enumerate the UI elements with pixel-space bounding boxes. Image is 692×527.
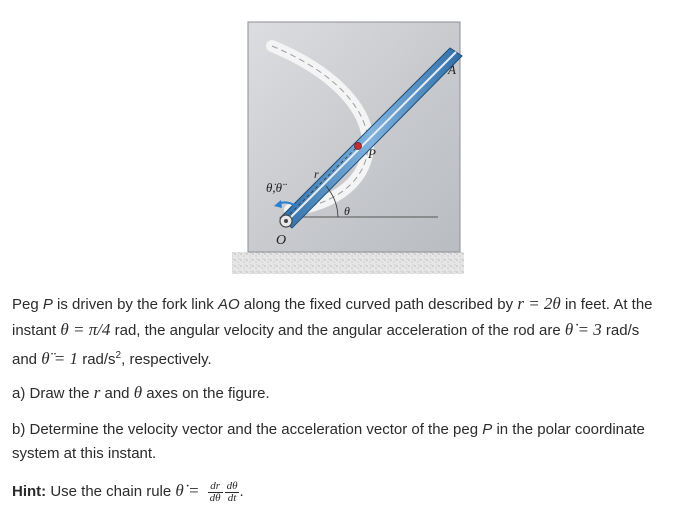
- equation-theta-dot: θ̇ = 3: [564, 320, 602, 339]
- part-b-line-2: system at this instant.: [12, 445, 157, 462]
- part-a: a) Draw the r and θ axes on the figure.: [12, 383, 270, 402]
- equation-theta-ddot: θ̈ = 1: [41, 349, 79, 368]
- fraction-dtheta-dt: $\frac{d\theta}{dt}$: [226, 479, 238, 504]
- hint-lhs: θ̇ =: [175, 481, 200, 500]
- label-theta-rates: θ̇,θ̈: [266, 180, 283, 195]
- label-theta: θ: [344, 204, 350, 218]
- equation-theta: θ = π/4: [60, 320, 111, 339]
- hint-label: Hint:: [12, 483, 47, 500]
- problem-line-3: and θ̈ = 1 rad/$s^2$, respectively.: [12, 349, 212, 368]
- hint: Hint: Use the chain rule θ̇ = $\frac{dr}{d\theta}$ $\frac{d\theta}{dt}$ .: [12, 479, 244, 504]
- ground-base: [232, 252, 464, 274]
- peg-P: [355, 143, 362, 150]
- part-b-line-1: b) Determine the velocity vector and the acceleration vector of the peg P in the polar coordinate: [12, 421, 645, 438]
- problem-line-1: Peg P is driven by the fork link AO along the fixed curved path described by r = 2θ in feet. At the: [12, 294, 653, 313]
- problem-line-2: instant θ = π/4 rad, the angular velocity and the angular acceleration of the rod are θ̇ = 3 rad/s: [12, 320, 640, 339]
- label-A: A: [448, 62, 456, 77]
- equation-r: r = 2θ: [517, 294, 561, 313]
- label-r: r: [314, 167, 319, 181]
- fraction-dr-dtheta: $\frac{dr}{d\theta}$: [209, 479, 221, 504]
- label-O: O: [276, 233, 287, 248]
- label-P: P: [368, 146, 376, 161]
